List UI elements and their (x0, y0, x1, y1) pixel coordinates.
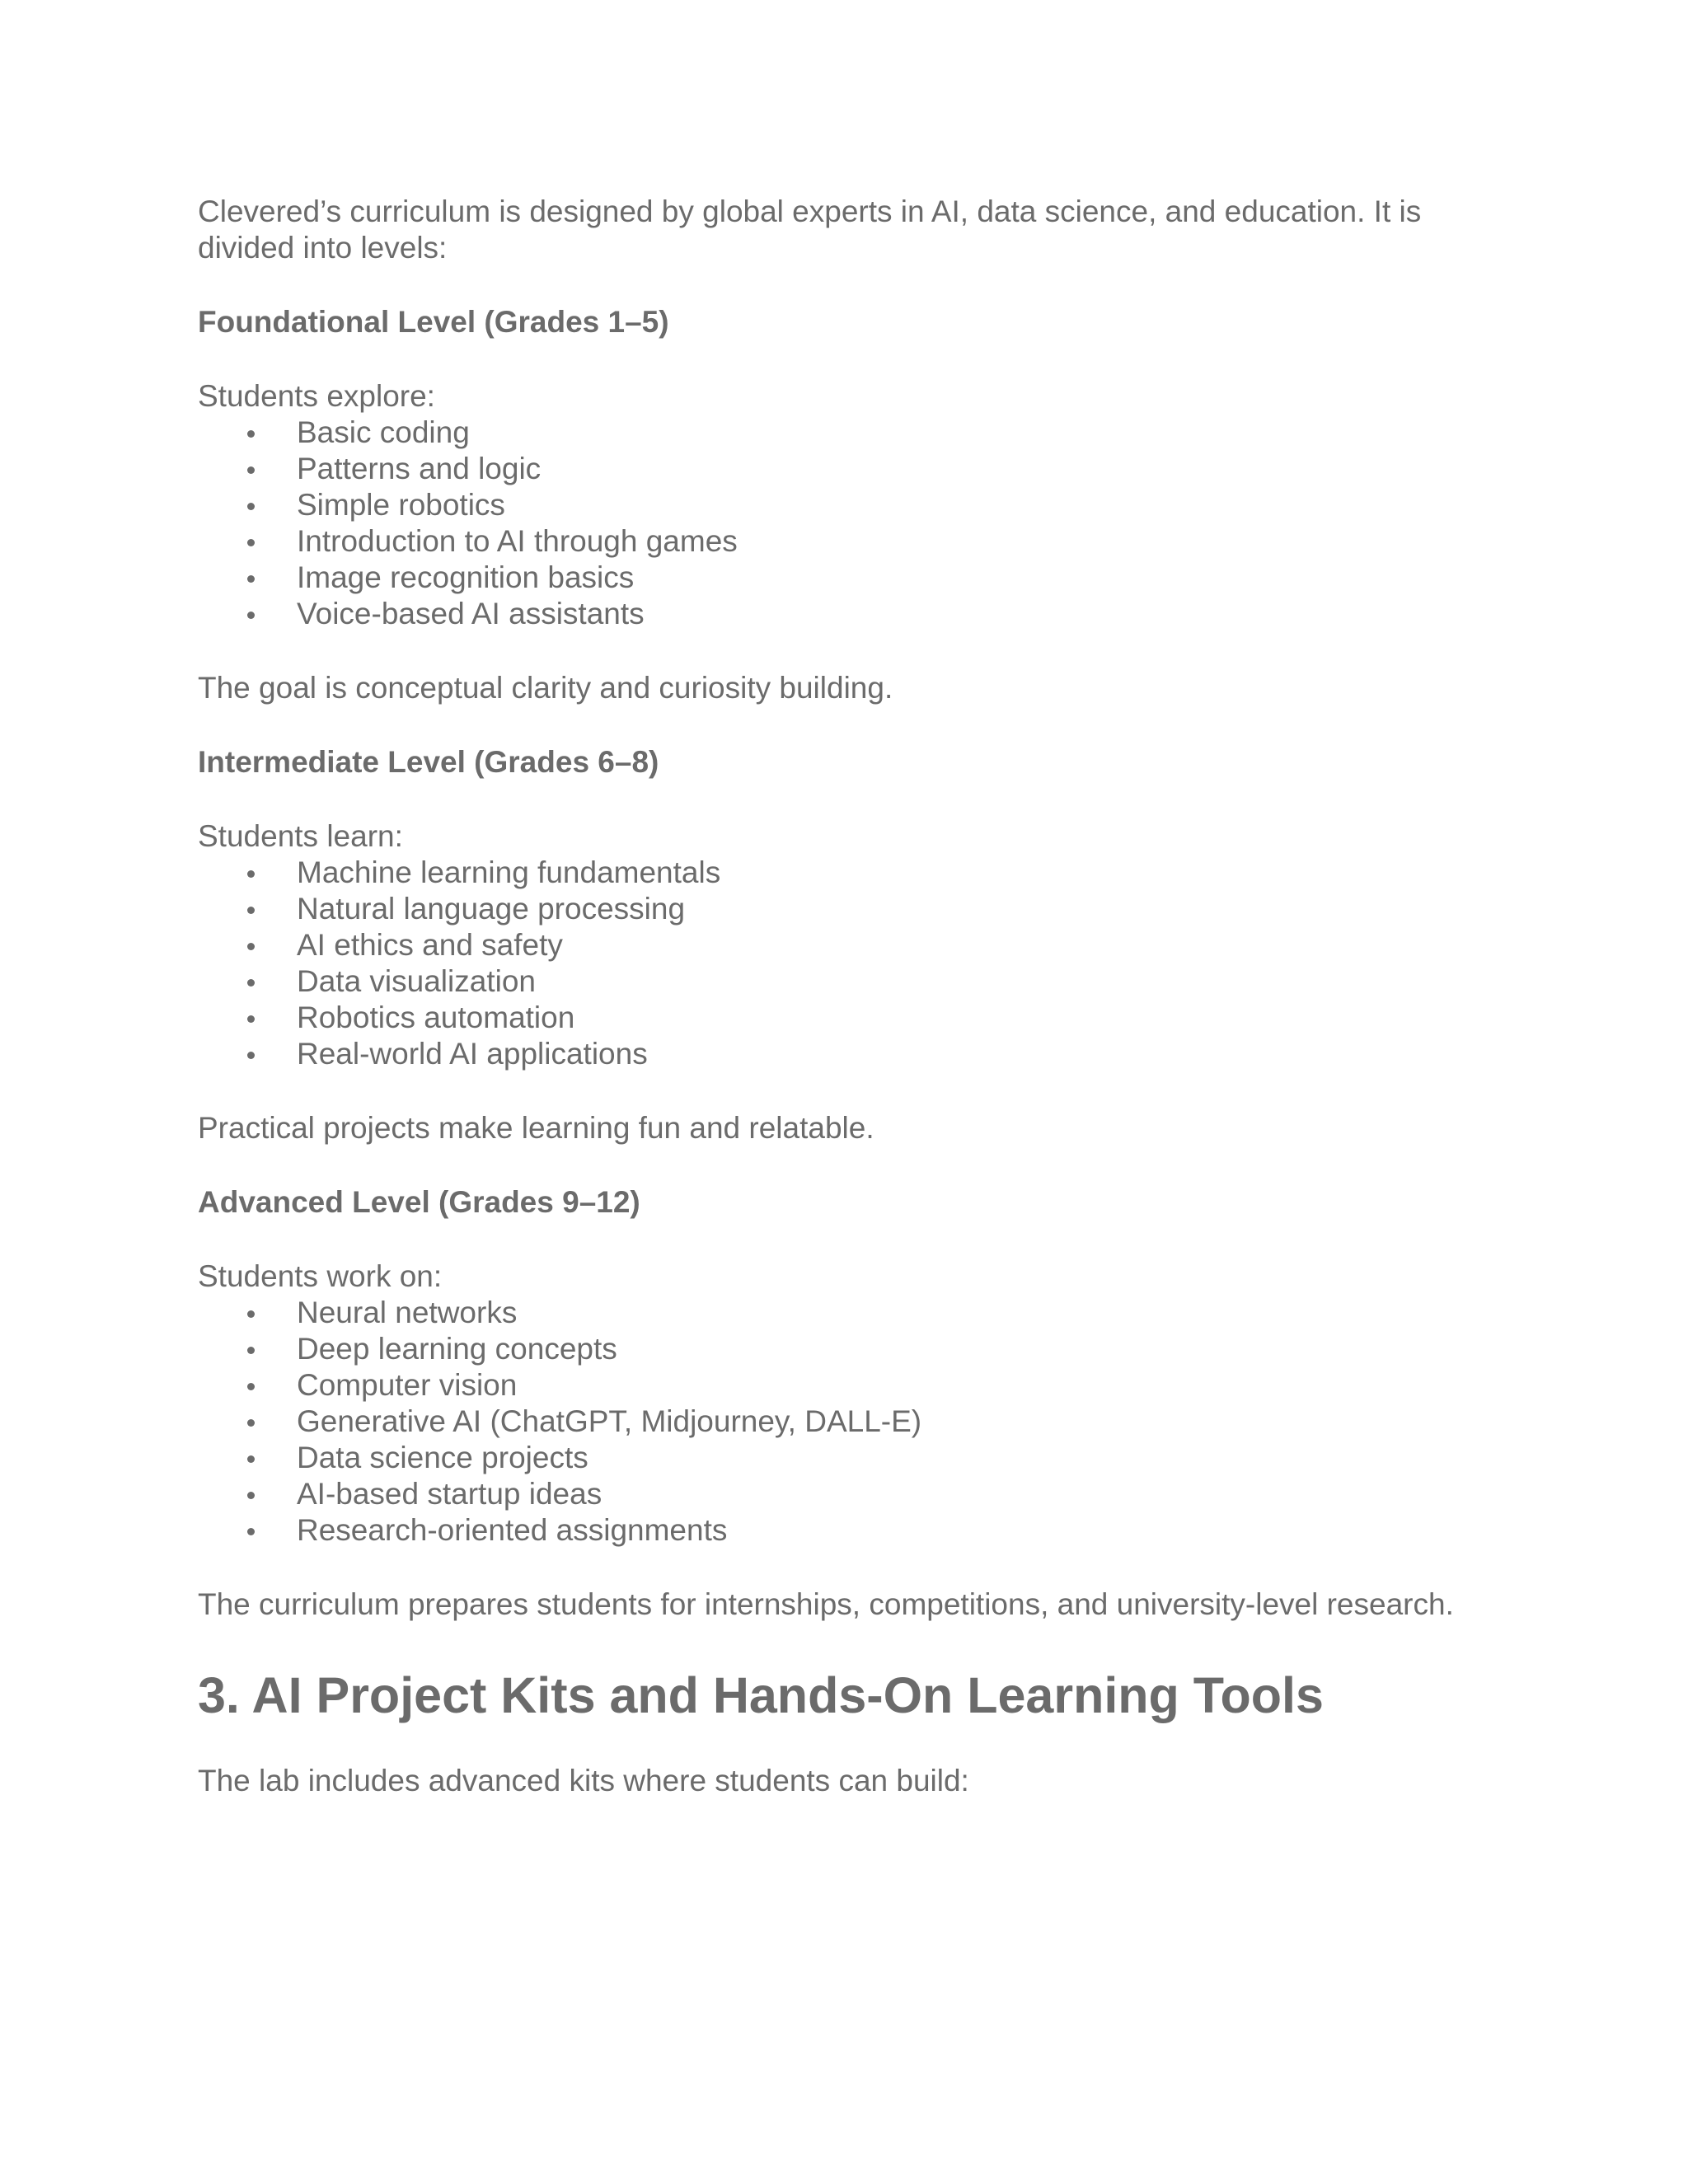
advanced-closing: The curriculum prepares students for internships, competitions, and university-level research. (198, 1587, 1454, 1621)
list-item: Simple robotics (198, 487, 1500, 523)
list-item: Image recognition basics (198, 560, 1500, 596)
list-item: Voice-based AI assistants (198, 596, 1500, 632)
intermediate-heading: Intermediate Level (Grades 6–8) (198, 745, 659, 779)
list-item: Data visualization (198, 963, 1500, 1000)
bullet-icon (247, 503, 255, 510)
bullet-icon (247, 1528, 255, 1535)
intermediate-list (198, 855, 1500, 1072)
list-item: Introduction to AI through games (198, 523, 1500, 560)
bullet-icon (247, 539, 255, 546)
bullet-icon (247, 1052, 255, 1059)
list-item: Basic coding (198, 415, 1500, 451)
list-item: Robotics automation (198, 1000, 1500, 1036)
list-item: Deep learning concepts (198, 1331, 1500, 1367)
intro-paragraph: Clevered’s curriculum is designed by global experts in AI, data science, and education. It is divided into levels: (198, 194, 1422, 265)
intermediate-lead: Students learn: (198, 819, 403, 853)
foundational-lead: Students explore: (198, 379, 435, 413)
section-3-heading: 3. AI Project Kits and Hands-On Learning Tools (198, 1667, 1324, 1723)
list-item: Neural networks (198, 1295, 1500, 1331)
list-item: Machine learning fundamentals (198, 855, 1500, 891)
list-item: AI ethics and safety (198, 927, 1500, 963)
advanced-list (198, 1295, 1500, 1549)
bullet-icon (247, 1347, 255, 1354)
bullet-icon (247, 1492, 255, 1499)
bullet-icon (247, 1383, 255, 1390)
bullet-icon (247, 575, 255, 583)
bullet-icon (247, 870, 255, 878)
bullet-icon (247, 1015, 255, 1023)
advanced-lead: Students work on: (198, 1259, 443, 1293)
bullet-icon (247, 1310, 255, 1318)
bullet-icon (247, 466, 255, 474)
foundational-list (198, 415, 1500, 632)
list-item: Patterns and logic (198, 451, 1500, 487)
foundational-closing: The goal is conceptual clarity and curiosity building. (198, 671, 893, 705)
list-item: Generative AI (ChatGPT, Midjourney, DALL-E) (198, 1404, 1500, 1440)
list-item: Research-oriented assignments (198, 1512, 1500, 1549)
bullet-icon (247, 430, 255, 438)
section-3-lead: The lab includes advanced kits where students can build: (198, 1764, 969, 1797)
bullet-icon (247, 612, 255, 619)
intermediate-closing: Practical projects make learning fun and relatable. (198, 1111, 874, 1145)
bullet-icon (247, 907, 255, 914)
list-item: Natural language processing (198, 891, 1500, 927)
list-item: Computer vision (198, 1367, 1500, 1404)
bullet-icon (247, 1419, 255, 1427)
bullet-icon (247, 1455, 255, 1463)
bullet-icon (247, 979, 255, 987)
document-page (198, 194, 1500, 1799)
list-item: Real-world AI applications (198, 1036, 1500, 1072)
advanced-heading: Advanced Level (Grades 9–12) (198, 1185, 640, 1219)
list-item: Data science projects (198, 1440, 1500, 1476)
foundational-heading: Foundational Level (Grades 1–5) (198, 305, 669, 339)
bullet-icon (247, 943, 255, 950)
list-item: AI-based startup ideas (198, 1476, 1500, 1512)
